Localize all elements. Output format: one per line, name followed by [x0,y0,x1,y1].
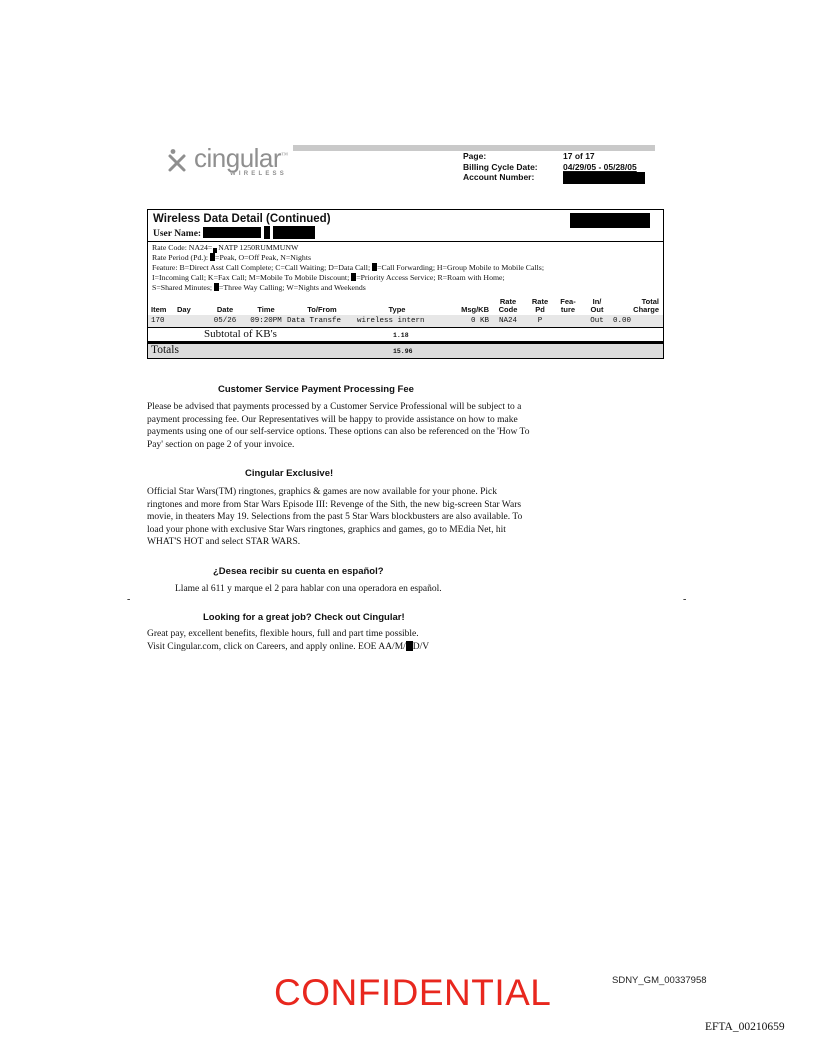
subtotal-label: Subtotal of KB's [204,328,277,341]
cell-rate-code: NA24 [498,317,517,326]
cell-total-charge: 0.00 [613,317,632,326]
billing-cycle-value: 04/29/05 - 05/28/05 [563,161,637,172]
totals-value: 15.96 [393,348,413,356]
section-heading-payment-fee: Customer Service Payment Processing Fee [218,384,414,395]
table-header [148,210,663,242]
user-name-redaction-3 [273,226,315,239]
jobs-line-2: Visit Cingular.com, click on Careers, and apply online. EOE AA/M/ D/V [147,641,430,652]
account-number-label: Account Number: [463,172,535,183]
account-number-redaction [563,172,645,184]
section-heading-cingular-exclusive: Cingular Exclusive! [245,468,334,479]
legend-line-3: Feature: B=Direct Asst Call Complete; C=Call Waiting; D=Data Call; =Call Forwarding; H=Group Mobile to Mobile Calls; [152,262,544,272]
billing-cycle-label: Billing Cycle Date: [463,161,538,172]
legend-line-5: S=Shared Minutes; =Three Way Calling; W=Nights and Weekends [152,282,366,292]
user-name-label: User Name: [153,229,202,239]
eoe-redaction [406,641,413,651]
section-heading-espanol: ¿Desea recibir su cuenta en español? [213,566,384,577]
left-margin-dash: - [127,594,131,605]
cell-feature [553,316,583,326]
cingular-logo [166,143,288,179]
cell-in-out: Out [590,317,604,326]
header-redaction [570,213,650,228]
totals-label: Totals [151,344,179,357]
confidential-stamp: CONFIDENTIAL [274,972,552,1013]
legend-line-4: I=Incoming Call; K=Fax Call; M=Mobile To Mobile Discount; =Priority Access Service; R=Roam with Home; [152,272,505,282]
subtotal-row [148,328,663,341]
totals-row [148,343,663,358]
section-body-jobs [147,629,567,653]
jobs-line-1: Great pay, excellent benefits, flexible hours, full and part time possible. [147,629,419,639]
bates-number-sdny: SDNY_GM_00337958 [612,975,707,986]
cell-rate-pd: P [537,317,543,326]
cell-date: 05/26 [213,317,237,326]
cell-time: 09:20PM [250,317,282,326]
column-headers: Item Day Date Time To/From Type Msg/KB Rate Code Rate Pd Fea- ture In/ Out Total Charge [151,296,659,314]
cell-to-from: Data Transfe [287,317,342,326]
bates-number-efta: EFTA_00210659 [705,1021,785,1033]
page-label: Page: [463,151,487,161]
user-name-redaction-1 [203,227,261,238]
section-body-cingular-exclusive: Official Star Wars(TM) ringtones, graphics & games are now available for your phone. Pick ringtones and more from Star Wars Episode III: Revenge of the Sith, the new big-screen Star Wars movie, in theaters May 19. Selections from the past 5 Star Wars blockbusters are also available. To load your phone with exclusive Star Wars ringtones, graphics and games, go to MEdia Net, hit WHAT'S HOT and select STAR WARS. [147,487,523,548]
logo-tagline: WIRELESS [230,171,287,177]
cell-day [177,316,205,326]
logo-wordmark: cingular [194,143,282,173]
logo-trademark: ™ [281,151,288,159]
cell-item: 170 [151,317,165,326]
wireless-data-detail-table [147,209,664,359]
section-body-payment-fee: Please be advised that payments processed by a Customer Service Professional will be subject to a payment processing fee. Our Representatives will be happy to provide assistance on how to make payments using one of our self-service options. These options can also be referenced on the 'How To Pay' section on page 2 of your invoice. [147,402,530,450]
section-heading-jobs: Looking for a great job? Check out Cingular! [203,612,405,623]
section-body-espanol: Llame al 611 y marque el 2 para hablar con una operadora en español. [175,584,442,594]
subtotal-value: 1.18 [393,332,409,340]
data-row [148,315,663,328]
page-info-block [463,151,645,184]
cell-type: wireless intern [357,317,425,326]
rate-legend [148,242,663,296]
legend-line-2: Rate Period (Pd.): =Peak, O=Off Peak, N=Nights [152,253,312,262]
legend-line-1: Rate Code: NA24= NATP 1250RUMMUNW [152,243,299,252]
user-name-redaction-2 [264,226,270,239]
page-value: 17 of 17 [563,151,595,161]
cell-msg-kb: 0 KB [470,317,489,326]
cingular-jack-icon [166,148,188,179]
right-margin-dash: - [683,594,687,605]
table-title: Wireless Data Detail (Continued) [153,213,331,225]
